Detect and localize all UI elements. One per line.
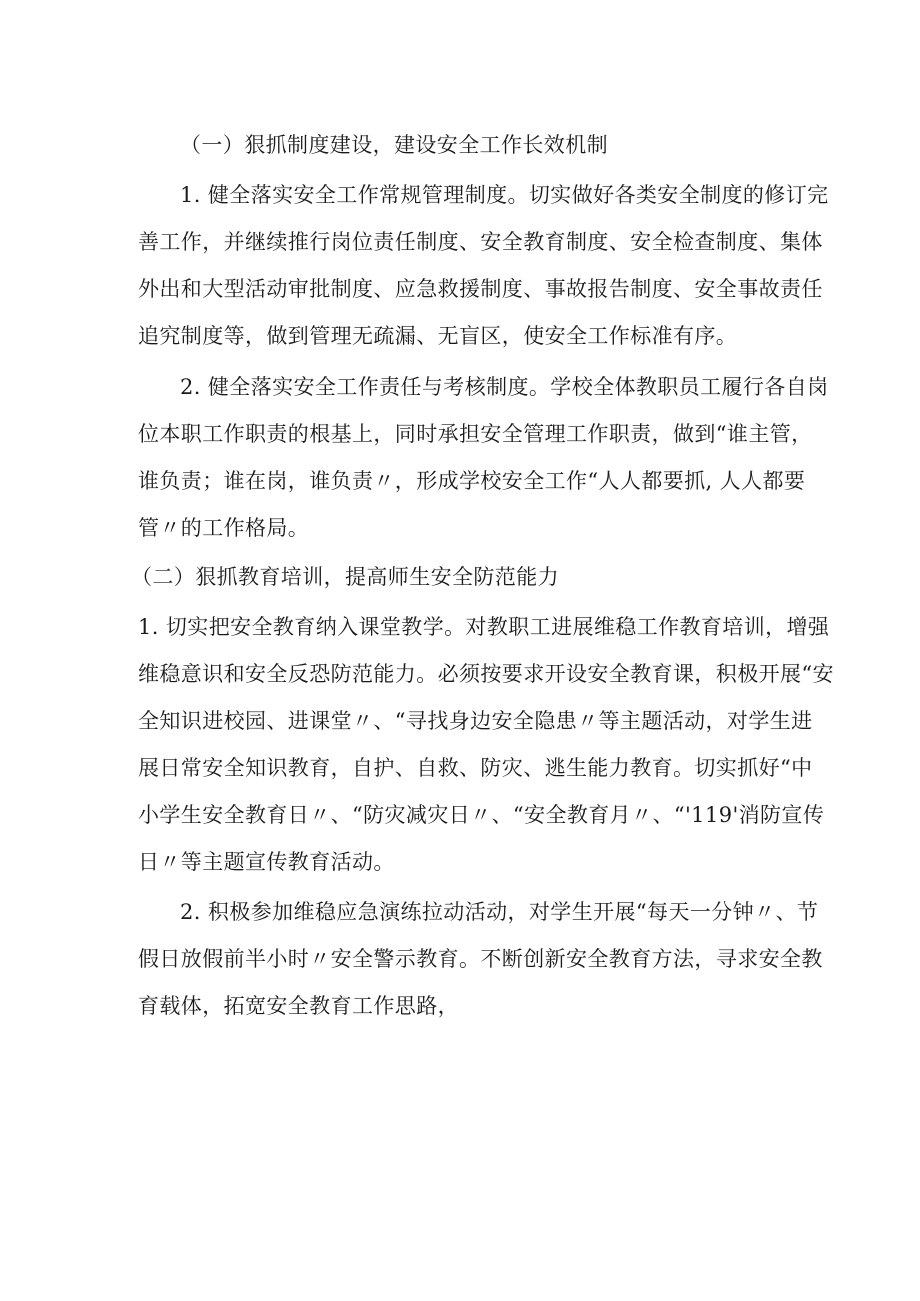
section-1-para-1-line-4: 追究制度等，做到管理无疏漏、无盲区，使安全工作标准有序。: [138, 324, 738, 348]
section-1-para-2-line-3: 谁负责；谁在岗，谁负责〃，形成学校安全工作“人人都要抓, 人人都要: [138, 469, 806, 493]
section-1-para-1-line-1: 1. 健全落实安全工作常规管理制度。切实做好各类安全制度的修订完: [180, 183, 829, 207]
section-1-para-1-line-2: 善工作，并继续推行岗位责任制度、安全教育制度、安全检查制度、集体: [138, 230, 823, 254]
section-2-para-2-line-2: 假日放假前半小时〃安全警示教育。不断创新安全教育方法，寻求安全教: [138, 947, 823, 971]
section-1-para-2-line-1: 2. 健全落实安全工作责任与考核制度。学校全体教职员工履行各自岗: [180, 375, 829, 399]
section-1-para-1-line-3: 外出和大型活动审批制度、应急救援制度、事故报告制度、安全事故责任: [138, 277, 823, 301]
section-1-heading: （一）狠抓制度建设，建设安全工作长效机制: [180, 133, 608, 157]
section-2-para-1-line-5: 小学生安全教育日〃、“防灾减灾日〃、“安全教育月〃、“'119'消防宣传: [138, 803, 825, 827]
section-2-heading: （二）狠抓教育培训，提高师生安全防范能力: [131, 565, 559, 589]
section-2-para-1-line-3: 全知识进校园、进课堂〃、“寻找身边安全隐患〃等主题活动，对学生进: [138, 709, 813, 733]
section-2-para-1-line-4: 展日常安全知识教育，自护、自救、防灾、逃生能力教育。切实抓好“中: [138, 756, 813, 780]
section-2-para-1-line-1: 1. 切实把安全教育纳入课堂教学。对教职工进展维稳工作教育培训，增强: [138, 615, 830, 639]
section-2-para-2-line-1: 2. 积极参加维稳应急演练拉动活动，对学生开展“每天一分钟〃、节: [180, 900, 819, 924]
section-2-para-2-line-3: 育载体，拓宽安全教育工作思路，: [138, 994, 459, 1018]
section-2-para-1-line-2: 维稳意识和安全反恐防范能力。必须按要求开设安全教育课，积极开展“安: [138, 662, 834, 686]
section-2-para-1-line-6: 日〃等主题宣传教育活动。: [138, 850, 395, 874]
section-1-para-2-line-2: 位本职工作职责的根基上，同时承担安全管理工作职责，做到“谁主管，: [138, 422, 813, 446]
section-1-para-2-line-4: 管〃的工作格局。: [138, 516, 310, 540]
